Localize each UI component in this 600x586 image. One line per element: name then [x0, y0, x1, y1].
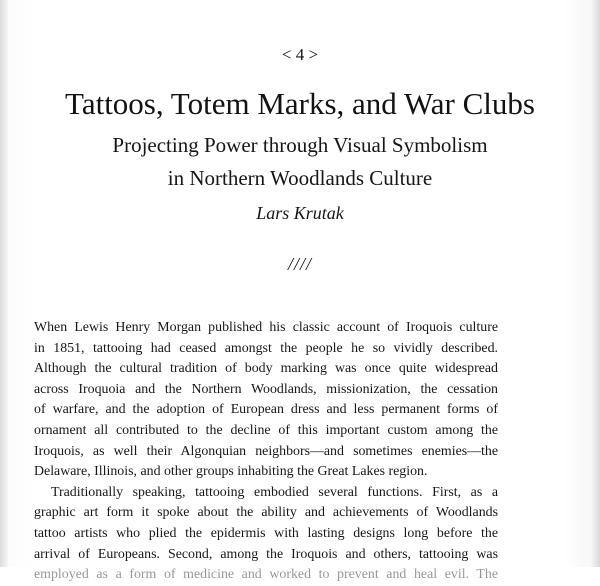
paragraph-1-line-8: Delaware, Illinois, and other groups inhabiting the Great Lakes region. [34, 464, 428, 480]
chapter-title: Tattoos, Totem Marks, and War Clubs [65, 86, 535, 121]
paragraph-2-line-1: Traditionally speaking, tattooing embodied several functions. First, as a [51, 484, 498, 500]
author-name: Lars Krutak [256, 203, 344, 223]
page-right-edge [590, 0, 600, 567]
section-ornament: //// [287, 254, 312, 274]
chapter-subtitle-line-2: in Northern Woodlands Culture [167, 166, 433, 190]
paragraph-1 [34, 318, 498, 483]
paragraph-1-line-2: in 1851, tattooing had ceased amongst the people he so vividly described. [34, 340, 498, 356]
paragraph-2-line-5: employed as a form of medicine and worked to prevent and heal evil. The [34, 567, 498, 583]
paragraph-2-line-4: arrival of Europeans. Second, among the Iroquois and others, tattooing was [34, 546, 498, 562]
page-left-edge [0, 0, 8, 567]
paragraph-1-line-4: across Iroquoia and the Northern Woodlands, missionization, the cessation [34, 381, 498, 397]
paragraph-2-line-3: tattoo artists who plied the epidermis with lasting designs long before the [34, 525, 498, 541]
chapter-number: < 4 > [281, 45, 319, 64]
paragraph-1-line-3: Although the cultural tradition of body marking was once quite widespread [34, 361, 498, 377]
paragraph-1-line-7: Iroquois, as well their Algonquian neighbors—and sometimes enemies—the [34, 443, 498, 459]
body-text [34, 318, 498, 583]
paragraph-2-line-2: graphic art form it spoke about the ability and achievements of Woodlands [34, 505, 498, 521]
chapter-subtitle-line-1: Projecting Power through Visual Symbolism [112, 133, 488, 157]
paragraph-1-line-6: ornament all contributed to the decline of this important custom among the [34, 422, 498, 438]
paragraph-1-line-5: of warfare, and the adoption of European dress and less permanent forms of [34, 402, 498, 418]
paragraph-1-line-1: When Lewis Henry Morgan published his classic account of Iroquois culture [34, 320, 498, 335]
paragraph-2 [34, 483, 498, 583]
